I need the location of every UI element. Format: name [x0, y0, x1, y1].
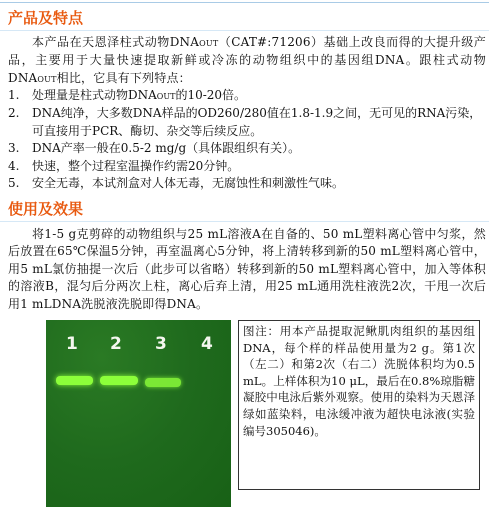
usage-heading-underline: [0, 221, 489, 222]
feature-item: [8, 175, 486, 192]
features-list: [8, 87, 486, 192]
intro-text-1: 本产品在天恩泽柱式动物DNA: [32, 35, 200, 49]
lane-label: 1: [66, 334, 78, 354]
gel-electrophoresis-image: [46, 320, 231, 507]
feature-item: [8, 140, 486, 157]
features-heading-underline: [0, 30, 489, 31]
feature-text: 处理量是柱式动物DNAOUT的10-20倍。: [32, 88, 247, 102]
usage-heading: 使用及效果: [8, 200, 84, 218]
feature-number: 2.: [8, 106, 20, 121]
dna-band: [100, 376, 138, 385]
feature-text: 快速，整个过程室温操作约需20分钟。: [32, 158, 240, 173]
feature-item: [8, 87, 486, 105]
lane-label: 2: [110, 334, 122, 354]
feature-number: 4.: [8, 158, 20, 173]
dna-band: [145, 378, 181, 387]
feature-text: DNA产率一般在0.5-2 mg/g（具体跟组织有关）。: [32, 141, 301, 156]
feature-item: [8, 105, 486, 140]
feature-number: 5.: [8, 176, 20, 191]
feature-number: 1.: [8, 88, 20, 102]
lane-label: 3: [155, 334, 167, 354]
intro-sub-1: OUT: [199, 39, 219, 48]
top-divider: [0, 2, 489, 3]
features-heading: 产品及特点: [8, 9, 84, 27]
feature-item: [8, 158, 486, 175]
feature-text: DNA纯净，大多数DNA样品的OD260/280值在1.8-1.9之间，无可见的RNA污染，可直接用于PCR、酶切、杂交等后续反应。: [32, 106, 482, 138]
gel-caption: 图注：用本产品提取泥鳅肌肉组织的基因组DNA，每个样的样品使用量为2 g。第1次（左二）和第2次（右二）洗脱体积均为0.5 mL。上样体积为10 μL，最后在0.8%琼脂糖凝胶中电泳后紫外观察。使用的染料为天恩泽绿如蓝染料，电泳缓冲液为超快电泳液(实验编号305046)。: [238, 320, 480, 490]
intro-text-3: 相比，它具有下列特点：: [56, 70, 191, 85]
intro-paragraph: [8, 34, 486, 88]
feature-number: 3.: [8, 141, 20, 156]
intro-sub-2: OUT: [37, 74, 57, 84]
lane-label: 4: [201, 334, 213, 354]
feature-text: 安全无毒，本试剂盒对人体无毒，无腐蚀性和刺激性气味。: [32, 176, 345, 191]
dna-band: [189, 378, 223, 387]
usage-paragraph: 将1-5 g克剪碎的动物组织与25 mL溶液A在自备的、50 mL塑料离心管中匀浆，然后放置在65℃保温5分钟，再室温离心5分钟，将上清转移到新的50 mL塑料离心管中，用5 mL氯仿抽提一次后（此步可以省略）转移到新的50 mL塑料离心管中，加入等体积的溶液B，混匀后分两次上柱，离心后弃上清，用25 mL通用洗柱液洗2次，干甩一次后用1 mLDNA洗脱液洗脱即得DNA。: [8, 227, 486, 311]
dna-band: [56, 376, 93, 385]
intro-text-2: （CAT#:71206）基础上改良而得的大提升级产品，主要用于大量快速提取新鲜或冷冻的动物组织中的基因组DNA。跟柱式动物DNA: [8, 35, 487, 85]
